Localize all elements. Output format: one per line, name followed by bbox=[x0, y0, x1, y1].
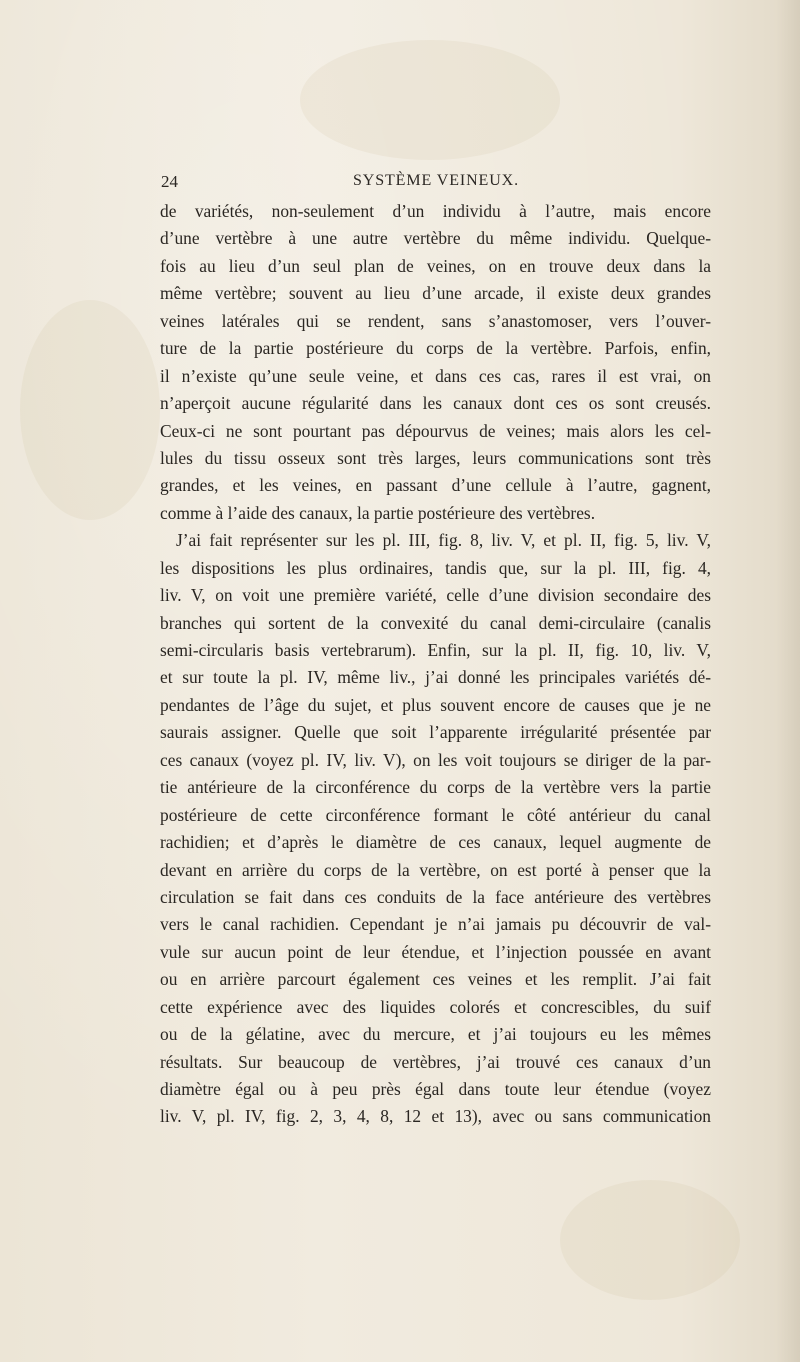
text-line: n’aperçoit aucune régularité dans les canaux dont ces os sont creusés. bbox=[160, 393, 711, 414]
text-line: J’ai fait représenter sur les pl. III, fig. 8, liv. V, et pl. II, fig. 5, liv. V, bbox=[176, 530, 711, 551]
text-line: cette expérience avec des liquides colorés et concrescibles, du suif bbox=[160, 996, 711, 1017]
text-line: vers le canal rachidien. Cependant je n’ai jamais pu découvrir de val- bbox=[160, 914, 711, 935]
text-line: veines latérales qui se rendent, sans s’anastomoser, vers l’ouver- bbox=[160, 310, 711, 331]
text-line: ou de la gélatine, avec du mercure, et j’ai toujours eu les mêmes bbox=[160, 1024, 711, 1045]
text-line: liv. V, pl. IV, fig. 2, 3, 4, 8, 12 et 13), avec ou sans communication bbox=[160, 1106, 711, 1127]
text-line: lules du tissu osseux sont très larges, leurs communications sont très bbox=[160, 447, 711, 468]
text-line: tie antérieure de la circonférence du corps de la vertèbre vers la partie bbox=[160, 777, 711, 798]
text-line: et sur toute la pl. IV, même liv., j’ai donné les principales variétés dé- bbox=[160, 667, 711, 688]
text-line: semi-circularis basis vertebrarum). Enfin, sur la pl. II, fig. 10, liv. V, bbox=[160, 640, 711, 660]
text-line: résultats. Sur beaucoup de vertèbres, j’ai trouvé ces canaux d’un bbox=[160, 1051, 711, 1072]
text-line: d’une vertèbre à une autre vertèbre du même individu. Quelque- bbox=[160, 228, 711, 249]
text-line: grandes, et les veines, en passant d’une cellule à l’autre, gagnent, bbox=[160, 475, 711, 496]
text-line: diamètre égal ou à peu près égal dans toute leur étendue (voyez bbox=[160, 1079, 711, 1099]
page-number: 24 bbox=[161, 172, 178, 191]
text-line: liv. V, on voit une première variété, celle d’une division secondaire des bbox=[160, 585, 711, 606]
text-line: ture de la partie postérieure du corps de la vertèbre. Parfois, enfin, bbox=[160, 338, 711, 359]
text-line: vule sur aucun point de leur étendue, et l’injection poussée en avant bbox=[160, 941, 711, 962]
body-text bbox=[160, 198, 711, 1131]
running-title: SYSTÈME VEINEUX. bbox=[352, 172, 520, 189]
text-line: devant en arrière du corps de la vertèbre, on est porté à penser que la bbox=[160, 859, 711, 880]
paper-stain bbox=[560, 1180, 740, 1300]
text-line: comme à l’aide des canaux, la partie postérieure des vertèbres. bbox=[160, 502, 596, 523]
text-line: saurais assigner. Quelle que soit l’apparente irrégularité présentée par bbox=[160, 722, 711, 743]
text-line: Ceux-ci ne sont pourtant pas dépourvus de veines; mais alors les cel- bbox=[160, 420, 711, 441]
text-line: circulation se fait dans ces conduits de la face antérieure des vertèbres bbox=[160, 886, 711, 907]
text-line: postérieure de cette circonférence formant le côté antérieur du canal bbox=[160, 804, 711, 825]
paper-stain bbox=[300, 40, 560, 160]
text-line: rachidien; et d’après le diamètre de ces canaux, lequel augmente de bbox=[160, 832, 711, 853]
text-line: ces canaux (voyez pl. IV, liv. V), on les voit toujours se diriger de la par- bbox=[160, 749, 711, 770]
running-header bbox=[161, 172, 711, 196]
text-line: ou en arrière parcourt également ces veines et les remplit. J’ai fait bbox=[160, 969, 711, 990]
text-line: de variétés, non-seulement d’un individu à l’autre, mais encore bbox=[160, 201, 711, 221]
text-line: les dispositions les plus ordinaires, tandis que, sur la pl. III, fig. 4, bbox=[160, 557, 711, 578]
text-line: pendantes de l’âge du sujet, et plus souvent encore de causes que je ne bbox=[160, 694, 711, 715]
text-line: branches qui sortent de la convexité du canal demi-circulaire (canalis bbox=[160, 612, 711, 633]
text-line: fois au lieu d’un seul plan de veines, on en trouve deux dans la bbox=[160, 255, 711, 276]
text-line: même vertèbre; souvent au lieu d’une arcade, il existe deux grandes bbox=[160, 283, 711, 304]
text-line: il n’existe qu’une seule veine, et dans ces cas, rares il est vrai, on bbox=[160, 365, 711, 386]
paper-stain bbox=[20, 300, 160, 520]
